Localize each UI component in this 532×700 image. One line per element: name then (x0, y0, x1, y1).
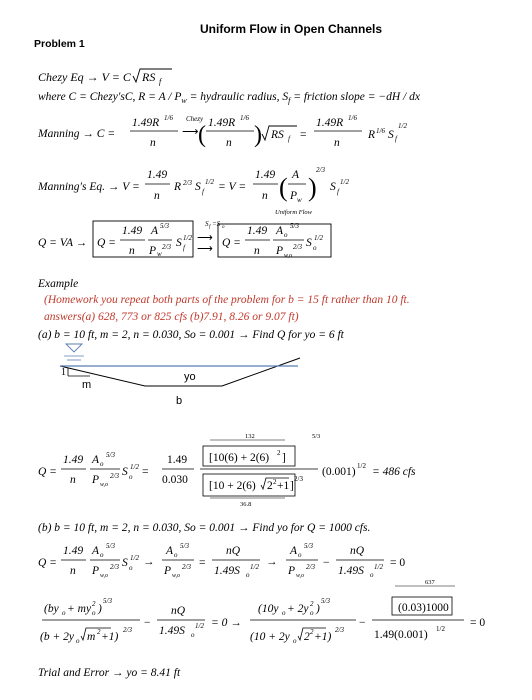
svg-text:2/3: 2/3 (110, 563, 119, 571)
svg-text:S: S (122, 557, 128, 569)
svg-text:A: A (166, 545, 174, 557)
svg-text:2: 2 (97, 628, 101, 636)
svg-text:R: R (174, 181, 182, 193)
svg-text:nQ: nQ (226, 545, 241, 557)
svg-text:+1): +1) (101, 631, 119, 643)
calculation-a (38, 433, 416, 508)
svg-text:5/3: 5/3 (106, 542, 115, 550)
svg-text:A: A (276, 225, 284, 237)
problem-label: Problem 1 (34, 38, 85, 50)
svg-text:]: ] (290, 480, 294, 492)
svg-text:o: o (62, 609, 66, 617)
svg-text:o: o (282, 609, 286, 617)
calc-a-num-above: 132 (245, 433, 255, 440)
svg-text:n: n (70, 474, 76, 486)
svg-text:1.49: 1.49 (63, 454, 84, 466)
svg-text:Manning′s Eq. → V =: Manning′s Eq. → V = (38, 181, 140, 193)
svg-text:2/3: 2/3 (294, 475, 303, 483)
svg-text:o: o (222, 225, 225, 230)
svg-text:(by: (by (44, 603, 59, 615)
svg-text:P: P (92, 474, 100, 486)
svg-text:5/3: 5/3 (106, 451, 115, 459)
svg-text:2/3: 2/3 (110, 472, 119, 480)
calc-a-result: = 486 cfs (372, 466, 416, 478)
discharge-equation (38, 220, 331, 259)
svg-text:1.49: 1.49 (122, 225, 143, 237)
svg-text:f: f (159, 77, 162, 86)
svg-text:m: m (87, 631, 96, 643)
svg-text:(10y: (10y (258, 603, 279, 615)
part-b-statement: (b) b = 10 ft, m = 2, n = 0.030, So = 0.001 → Find yo for Q = 1000 cfs. (38, 522, 371, 534)
svg-text:(0.03)1000: (0.03)1000 (398, 602, 449, 614)
svg-text:P: P (290, 190, 298, 202)
svg-text:1/2: 1/2 (374, 563, 383, 571)
channel-diagram (60, 344, 300, 407)
svg-text:P: P (276, 245, 284, 257)
svg-text:P: P (164, 565, 172, 577)
svg-text:2/3: 2/3 (162, 243, 171, 251)
svg-text:1.49S: 1.49S (214, 565, 240, 577)
svg-text:(: ( (198, 122, 206, 148)
svg-text:w,o: w,o (100, 482, 109, 488)
svg-text:o: o (174, 551, 178, 559)
svg-text:(0.001): (0.001) (322, 466, 356, 478)
manning-v-equation (37, 166, 349, 204)
svg-text:= V =: = V = (218, 181, 247, 193)
svg-text:o: o (310, 609, 314, 617)
svg-text:1/2: 1/2 (436, 625, 445, 633)
svg-text:1.49(0.001): 1.49(0.001) (374, 629, 428, 641)
svg-text:⟶: ⟶ (182, 126, 199, 138)
svg-text:5/3: 5/3 (103, 597, 112, 605)
svg-text:+ 2y: + 2y (287, 603, 309, 615)
svg-text:Q = VA →: Q = VA → (38, 237, 88, 249)
svg-text:2/3: 2/3 (183, 179, 192, 187)
svg-text:−: − (359, 617, 366, 629)
svg-text:1/2: 1/2 (205, 178, 214, 186)
svg-text:=: = (199, 557, 206, 569)
svg-text:]: ] (282, 452, 286, 464)
svg-text:1/2: 1/2 (398, 122, 407, 130)
svg-text:1.49: 1.49 (63, 545, 84, 557)
svg-text:S: S (122, 466, 128, 478)
svg-text:1.49: 1.49 (167, 454, 188, 466)
svg-text:= 0: = 0 (470, 617, 486, 629)
svg-text:o: o (92, 609, 96, 617)
svg-text:P: P (149, 245, 157, 257)
svg-text:2/3: 2/3 (335, 626, 344, 634)
svg-text:nQ: nQ (350, 545, 365, 557)
svg-text:2: 2 (273, 478, 277, 486)
svg-text:S: S (306, 237, 312, 249)
svg-text:=: = (300, 129, 307, 141)
svg-text:f: f (183, 244, 185, 252)
svg-text:2: 2 (267, 480, 273, 492)
manning-c-equation (37, 114, 407, 149)
svg-text:2/3: 2/3 (182, 563, 191, 571)
svg-text:w,o: w,o (284, 253, 293, 259)
svg-text:1.49: 1.49 (247, 225, 268, 237)
svg-text:1/6: 1/6 (348, 114, 357, 122)
svg-text:w,o: w,o (296, 573, 305, 579)
svg-text:5/3: 5/3 (290, 222, 299, 230)
svg-text:w: w (297, 196, 302, 204)
svg-text:f: f (337, 188, 339, 196)
svg-text:Q =: Q = (38, 466, 57, 478)
svg-text:n: n (70, 565, 76, 577)
svg-text:1.49S: 1.49S (338, 565, 364, 577)
svg-text:2/3: 2/3 (293, 243, 302, 251)
svg-text:2/3: 2/3 (306, 563, 315, 571)
svg-text:1.49R: 1.49R (316, 117, 344, 129)
svg-text:): ) (308, 173, 317, 202)
svg-text:1.49S: 1.49S (159, 625, 185, 637)
svg-text:A: A (290, 545, 298, 557)
calc-a-den-below: 36.8 (240, 501, 252, 508)
svg-text:o: o (129, 564, 133, 572)
svg-text:n: n (129, 245, 135, 257)
svg-text:f: f (288, 135, 290, 143)
svg-text:−: − (144, 617, 151, 629)
svg-text:o: o (129, 473, 133, 481)
svg-text:+1): +1) (314, 631, 332, 643)
slope-m-label: m (82, 379, 92, 391)
calc-a-exp-above: 5/3 (312, 433, 321, 440)
part-a-statement: (a) b = 10 ft, m = 2, n = 0.030, So = 0.001 → Find Q for yo = 6 ft (38, 329, 344, 341)
svg-text:n: n (334, 137, 340, 149)
svg-text:=: = (142, 466, 149, 478)
svg-text:o: o (191, 631, 195, 639)
svg-text:1/2: 1/2 (314, 234, 323, 242)
width-label: b (176, 395, 183, 407)
svg-text:1/6: 1/6 (164, 114, 173, 122)
svg-text:2/3: 2/3 (316, 166, 325, 174)
chezy-where-line (38, 91, 421, 105)
svg-text:→: → (266, 556, 278, 568)
svg-text:1/2: 1/2 (357, 462, 366, 470)
svg-text:Q =: Q = (222, 237, 241, 249)
svg-text:o: o (313, 244, 317, 252)
svg-text:w,o: w,o (172, 573, 181, 579)
svg-text:[10(6) + 2(6): [10(6) + 2(6) (209, 452, 270, 464)
svg-text:1/6: 1/6 (376, 127, 385, 135)
svg-text:[10 + 2(6): [10 + 2(6) (209, 480, 256, 492)
svg-text:1.49R: 1.49R (132, 117, 160, 129)
svg-text:1/6: 1/6 (240, 114, 249, 122)
svg-text:f: f (395, 135, 397, 143)
svg-text:Manning → C =: Manning → C = (38, 128, 116, 140)
svg-text:S: S (388, 129, 394, 141)
svg-text:w: w (157, 250, 162, 258)
svg-text:n: n (262, 190, 268, 202)
homework-note: (Homework you repeat both parts of the problem for b = 15 ft rather than 10 ft. (44, 294, 410, 306)
svg-text:n: n (150, 137, 156, 149)
svg-text:S: S (195, 181, 201, 193)
uniform-flow-label: Uniform Flow (275, 209, 313, 216)
svg-text:1/2: 1/2 (340, 178, 349, 186)
svg-text:2/3: 2/3 (123, 626, 132, 634)
svg-text:5/3: 5/3 (180, 542, 189, 550)
svg-text:(10 + 2y: (10 + 2y (250, 631, 290, 643)
svg-text:n: n (254, 245, 260, 257)
svg-text:o: o (100, 551, 104, 559)
svg-text:A: A (151, 225, 159, 237)
svg-text:o: o (370, 571, 374, 579)
svg-text:n: n (154, 190, 160, 202)
svg-text:f: f (209, 225, 211, 230)
svg-text:RS: RS (142, 70, 156, 84)
svg-text:nQ: nQ (171, 605, 186, 617)
svg-text:1/2: 1/2 (130, 554, 139, 562)
svg-text:0.030: 0.030 (162, 474, 188, 486)
svg-text:2: 2 (92, 600, 96, 608)
svg-text:⟶: ⟶ (197, 232, 213, 244)
svg-text:1/2: 1/2 (130, 463, 139, 471)
svg-text:+ my: + my (67, 603, 92, 615)
svg-text:= 0: = 0 (390, 557, 406, 569)
svg-text:1/2: 1/2 (195, 622, 204, 630)
calculation-b2 (40, 579, 485, 645)
svg-text:w,o: w,o (100, 573, 109, 579)
svg-text:o: o (246, 571, 250, 579)
svg-text:1.49: 1.49 (147, 169, 168, 181)
svg-text:(b + 2y: (b + 2y (40, 631, 74, 643)
svg-text:Q =: Q = (38, 557, 57, 569)
svg-text:Q =: Q = (97, 237, 116, 249)
svg-text:A: A (92, 545, 100, 557)
svg-text:1.49: 1.49 (255, 169, 276, 181)
svg-text:where C = Chezy′sC, R = A / Pw: where C = Chezy′sC, $R = A / P_w$ = hydraulic radius, $S_f$ = friction slope = −dH / dx (38, 91, 420, 105)
svg-text:→: → (143, 556, 155, 568)
svg-text:5/3: 5/3 (321, 597, 330, 605)
homework-answers: answers(a) 628, 773 or 825 cfs (b)7.91, 8.26 or 9.07 ft) (44, 311, 299, 323)
example-heading: Example (38, 278, 79, 290)
svg-text:1/2: 1/2 (250, 563, 259, 571)
svg-text:): ) (254, 122, 262, 148)
calculation-b (38, 542, 405, 579)
svg-text:): ) (316, 603, 320, 615)
svg-text:S: S (176, 237, 182, 249)
chezy-equation (38, 69, 172, 86)
svg-text:⟶: ⟶ (197, 243, 213, 255)
svg-text:S: S (330, 181, 336, 193)
depth-label: yo (184, 371, 196, 383)
svg-text:+1: +1 (277, 480, 290, 492)
svg-text:2: 2 (310, 628, 314, 636)
svg-text:1.49R: 1.49R (208, 117, 236, 129)
svg-text:5/3: 5/3 (304, 542, 313, 550)
svg-text:(: ( (279, 173, 288, 202)
svg-text:S: S (205, 220, 209, 228)
svg-text:A: A (92, 454, 100, 466)
svg-text:2: 2 (310, 600, 314, 608)
calc-b2-above: 637 (425, 579, 435, 586)
document-title: Uniform Flow in Open Channels (200, 22, 383, 36)
svg-text:2: 2 (277, 449, 281, 457)
svg-text:o: o (293, 637, 297, 645)
svg-text:= 0 →: = 0 → (211, 617, 242, 629)
svg-text:o: o (100, 460, 104, 468)
svg-text:o: o (284, 231, 288, 239)
svg-text:): ) (98, 603, 102, 615)
svg-text:Chezy Eq → V = C: Chezy Eq → V = C (38, 70, 131, 84)
svg-text:P: P (92, 565, 100, 577)
svg-text:Chezy: Chezy (186, 115, 204, 123)
slope-one-label: 1 (61, 367, 66, 378)
svg-text:R: R (368, 129, 376, 141)
svg-text:o: o (298, 551, 302, 559)
svg-text:−: − (323, 557, 330, 569)
svg-text:1/2: 1/2 (183, 234, 192, 242)
svg-text:n: n (226, 137, 232, 149)
svg-text:P: P (288, 565, 296, 577)
svg-text:5/3: 5/3 (160, 222, 169, 230)
svg-text:RS: RS (271, 129, 284, 141)
svg-text:=S: =S (212, 220, 221, 228)
svg-text:A: A (292, 169, 300, 181)
svg-text:o: o (76, 637, 80, 645)
trial-and-error-result: Trial and Error → yo = 8.41 ft (38, 667, 181, 679)
svg-text:f: f (202, 188, 204, 196)
svg-text:2: 2 (304, 631, 310, 643)
